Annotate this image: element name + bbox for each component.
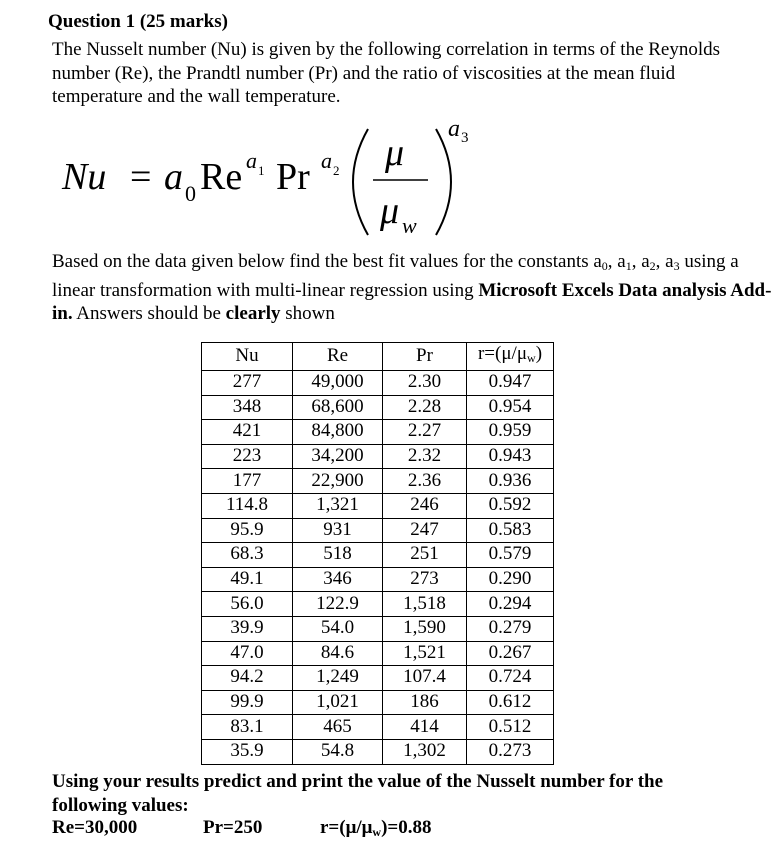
eq-outer-exp-sub: 3 <box>461 130 469 146</box>
table-cell: 186 <box>383 690 467 715</box>
header-r: $r=(\mu/\mu_w)$ <box>467 343 554 371</box>
table-row <box>202 469 554 494</box>
table-cell: 84,800 <box>293 420 383 445</box>
table-cell: 1,590 <box>383 616 467 641</box>
eq-pr-exp-sub: 2 <box>333 163 340 178</box>
prediction-prompt: Using your results predict and print the value of the Nusselt number for the following values: <box>52 771 664 816</box>
table-cell: 223 <box>202 444 293 469</box>
table-cell: 0.943 <box>467 444 554 469</box>
table-cell: 273 <box>383 567 467 592</box>
table-cell: 518 <box>293 543 383 568</box>
table-cell: 346 <box>293 567 383 592</box>
table-cell: 0.579 <box>467 543 554 568</box>
table-cell: 68,600 <box>293 395 383 420</box>
table-cell: 95.9 <box>202 518 293 543</box>
table-cell: 1,249 <box>293 666 383 691</box>
re-value: Re=30,000 <box>52 817 138 838</box>
table-row <box>202 444 554 469</box>
eq-equals: = <box>130 156 152 198</box>
eq-re-exp: a <box>246 148 257 173</box>
table-cell: 47.0 <box>202 641 293 666</box>
table-row <box>202 567 554 592</box>
table-row <box>202 371 554 396</box>
eq-mu-num: μ <box>385 132 405 174</box>
table-cell: 0.583 <box>467 518 554 543</box>
table-cell: 114.8 <box>202 493 293 518</box>
table-row <box>202 616 554 641</box>
eq-mu-den: μ <box>380 190 400 232</box>
question-heading: Question 1 (25 marks) <box>48 11 228 32</box>
table-row <box>202 395 554 420</box>
table-cell: 277 <box>202 371 293 396</box>
table-row <box>202 666 554 691</box>
table-row <box>202 739 554 764</box>
eq-pr: Pr <box>276 156 310 198</box>
nusselt-equation <box>0 105 776 255</box>
data-table <box>201 342 554 765</box>
table-cell: 246 <box>383 493 467 518</box>
table-cell: 22,900 <box>293 469 383 494</box>
table-cell: 0.290 <box>467 567 554 592</box>
table-cell: 122.9 <box>293 592 383 617</box>
table-cell: 1,021 <box>293 690 383 715</box>
eq-mu-den-sub: w <box>402 213 417 238</box>
table-cell: 54.8 <box>293 739 383 764</box>
header-nu: Nu <box>202 343 293 371</box>
left-bracket <box>353 129 368 235</box>
table-cell: 2.28 <box>383 395 467 420</box>
table-cell: 348 <box>202 395 293 420</box>
table-cell: 83.1 <box>202 715 293 740</box>
table-cell: 84.6 <box>293 641 383 666</box>
table-cell: 49,000 <box>293 371 383 396</box>
table-cell: 39.9 <box>202 616 293 641</box>
table-cell: 49.1 <box>202 567 293 592</box>
table-cell: 0.279 <box>467 616 554 641</box>
eq-re-exp-sub: 1 <box>258 163 265 178</box>
table-cell: 0.959 <box>467 420 554 445</box>
table-row <box>202 592 554 617</box>
table-cell: 0.267 <box>467 641 554 666</box>
table-row <box>202 518 554 543</box>
table-cell: 107.4 <box>383 666 467 691</box>
table-cell: 1,302 <box>383 739 467 764</box>
table-cell: 1,518 <box>383 592 467 617</box>
table-cell: 35.9 <box>202 739 293 764</box>
table-header-row <box>202 343 554 371</box>
table-cell: 0.954 <box>467 395 554 420</box>
eq-a0: a <box>164 156 183 198</box>
table-cell: 0.936 <box>467 469 554 494</box>
eq-a0-sub: 0 <box>185 181 196 206</box>
table-row <box>202 715 554 740</box>
r-value: $r=(\mu/\mu_w)=0.88$ <box>320 817 432 839</box>
table-cell: 2.30 <box>383 371 467 396</box>
table-cell: 94.2 <box>202 666 293 691</box>
table-cell: 247 <box>383 518 467 543</box>
table-row <box>202 690 554 715</box>
right-bracket <box>436 129 451 235</box>
table-cell: 1,321 <box>293 493 383 518</box>
table-cell: 0.512 <box>467 715 554 740</box>
intro-paragraph: The Nusselt number (Nu) is given by the following correlation in terms of the Reynolds number (Re), the Prandtl number (Pr) and the ratio of viscosities at the mean fluid temperature and the wall temperature. <box>52 39 721 107</box>
table-cell: 0.612 <box>467 690 554 715</box>
table-cell: 56.0 <box>202 592 293 617</box>
table-cell: 68.3 <box>202 543 293 568</box>
table-cell: 421 <box>202 420 293 445</box>
instructions-paragraph: Based on the data given below find the best fit values for the constants $a_0$, $a_1$, $a_2$, $a_3$ using a linear transformation with multi-linear regression using Microsoft Excels Data analysis Add-in. Answers should be clearly shown <box>52 251 772 324</box>
table-cell: 34,200 <box>293 444 383 469</box>
table-row <box>202 493 554 518</box>
table-row <box>202 641 554 666</box>
table-cell: 0.294 <box>467 592 554 617</box>
header-pr: Pr <box>383 343 467 371</box>
table-cell: 465 <box>293 715 383 740</box>
table-cell: 2.36 <box>383 469 467 494</box>
pr-value: Pr=250 <box>203 817 263 838</box>
table-cell: 54.0 <box>293 616 383 641</box>
table-cell: 0.947 <box>467 371 554 396</box>
table-cell: 251 <box>383 543 467 568</box>
eq-outer-exp: a <box>448 116 460 142</box>
table-cell: 2.32 <box>383 444 467 469</box>
table-cell: 2.27 <box>383 420 467 445</box>
eq-pr-exp: a <box>321 148 332 173</box>
table-row <box>202 420 554 445</box>
eq-nu: Nu <box>62 156 107 198</box>
header-re: Re <box>293 343 383 371</box>
table-cell: 177 <box>202 469 293 494</box>
table-cell: 99.9 <box>202 690 293 715</box>
eq-re: Re <box>200 156 243 198</box>
table-cell: 0.724 <box>467 666 554 691</box>
table-cell: 931 <box>293 518 383 543</box>
table-cell: 0.273 <box>467 739 554 764</box>
table-cell: 414 <box>383 715 467 740</box>
table-row <box>202 543 554 568</box>
table-cell: 1,521 <box>383 641 467 666</box>
table-cell: 0.592 <box>467 493 554 518</box>
